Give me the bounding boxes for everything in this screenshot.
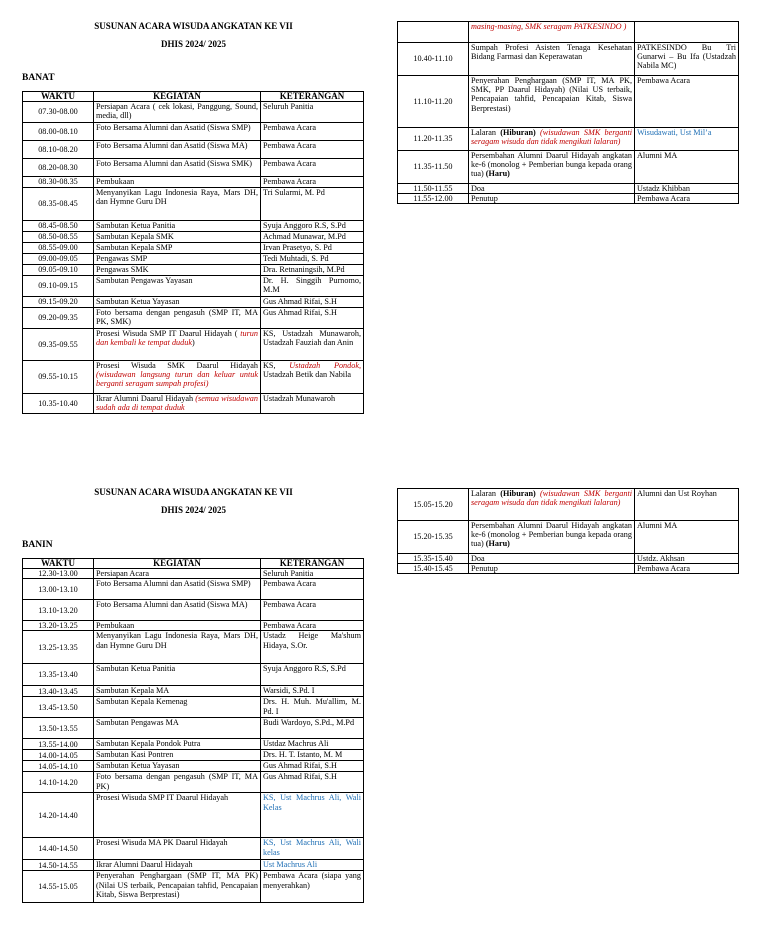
- text-segment: Doa: [471, 554, 485, 563]
- text-segment: Warsidi, S.Pd. I: [263, 686, 315, 696]
- text-segment: Ustadz Khibban: [637, 184, 690, 193]
- table-row: [23, 793, 364, 838]
- note-cell: [261, 600, 364, 621]
- table-header-row: [23, 559, 364, 569]
- activity-cell: [94, 600, 261, 621]
- time-cell: [398, 22, 469, 43]
- time-cell: 08.00-08.10: [23, 123, 94, 141]
- text-segment: Seluruh Panitia: [263, 569, 314, 578]
- table-row: [398, 43, 739, 76]
- activity-cell: [94, 569, 261, 579]
- header-keterangan: KETERANGAN: [261, 92, 364, 102]
- time-cell: 14.50-14.55: [23, 860, 94, 871]
- text-segment: Prosesi Wisuda MA PK Daarul Hidayah: [96, 838, 228, 848]
- text-segment: Doa: [471, 184, 485, 193]
- table-row: [23, 329, 364, 361]
- text-segment: Prosesi Wisuda SMK Daarul Hidayah: [96, 361, 258, 370]
- time-cell: 12.30-13.00: [23, 569, 94, 579]
- text-segment: Foto Bersama Alumni dan Asatid (Siswa SMK): [96, 159, 253, 168]
- note-cell: [261, 177, 364, 188]
- text-segment: Foto Bersama Alumni dan Asatid (Siswa MA): [96, 141, 248, 150]
- activity-cell: [469, 521, 635, 554]
- text-segment: Lalaran: [471, 489, 501, 498]
- text-segment: Pengawas SMK: [96, 265, 149, 274]
- section-label-banat: BANAT: [22, 73, 55, 83]
- text-segment: Gus Ahmad Rifai, S.H: [263, 297, 337, 306]
- activity-cell: [94, 232, 261, 243]
- time-cell: 11.35-11.50: [398, 151, 469, 184]
- table-row: [398, 194, 739, 204]
- schedule-table-banin-right: [397, 488, 739, 574]
- text-segment: Wisudawati, Ust Mil’a: [637, 128, 712, 137]
- time-cell: 14.20-14.40: [23, 793, 94, 838]
- activity-cell: [94, 761, 261, 772]
- time-cell: 10.35-10.40: [23, 394, 94, 414]
- time-cell: 13.10-13.20: [23, 600, 94, 621]
- table-row: [398, 128, 739, 151]
- activity-cell: [94, 394, 261, 414]
- text-segment: Sumpah Profesi Asisten Tenaga Kesehatan Bidang Farmasi dan Keperawatan: [471, 43, 632, 62]
- time-cell: 13.00-13.10: [23, 579, 94, 600]
- text-segment: Irvan Prasetyo, S. Pd: [263, 243, 332, 252]
- text-segment: Pembawa Acara: [263, 123, 316, 132]
- note-cell: [261, 569, 364, 579]
- text-segment: Syuja Anggoro R.S, S.Pd: [263, 664, 346, 674]
- text-segment: Gus Ahmad Rifai, S.H: [263, 308, 337, 317]
- table-row: [23, 141, 364, 159]
- text-segment: PATKESINDO Bu Tri Gunarwi – Bu Ifa (Ustadzah Nabila MC): [637, 43, 736, 71]
- text-segment: Foto bersama dengan pengasuh (SMP IT, MA PK, SMK): [96, 308, 258, 327]
- text-segment: Sambutan Pengawas Yayasan: [96, 276, 193, 285]
- text-segment: Sambutan Kasi Pontren: [96, 750, 174, 760]
- text-segment: Sambutan Pengawas MA: [96, 718, 179, 728]
- doc-title: SUSUNAN ACARA WISUDA ANGKATAN KE VII: [94, 21, 293, 31]
- time-cell: 11.10-11.20: [398, 76, 469, 128]
- text-segment: Prosesi Wisuda SMP IT Daarul Hidayah (: [96, 329, 241, 338]
- text-segment: Menyanyikan Lagu Indonesia Raya, Mars DH, dan Hymne Guru DH: [96, 631, 258, 650]
- text-segment: Sambutan Kepala SMP: [96, 243, 173, 252]
- note-cell: [635, 22, 739, 43]
- table-row: [23, 159, 364, 177]
- table-row: [23, 254, 364, 265]
- table-row: [23, 772, 364, 793]
- table-row: [23, 860, 364, 871]
- text-segment: Pembukaan: [96, 621, 135, 631]
- text-segment: Dra. Retnaningsih, M.Pd: [263, 265, 345, 274]
- doc-title-2: SUSUNAN ACARA WISUDA ANGKATAN KE VII: [94, 487, 293, 497]
- time-cell: 08.45-08.50: [23, 221, 94, 232]
- text-segment: Pembawa Acara: [263, 579, 316, 589]
- text-segment: Persembahan Alumni Daarul Hidayah angkatan ke-6 (monolog + Pemberian bunga kepada orang tua): [471, 151, 632, 179]
- table-row: [23, 221, 364, 232]
- text-segment: Alumni MA: [637, 151, 678, 160]
- text-segment: Budi Wardoyo, S.Pd., M.Pd: [263, 718, 355, 728]
- activity-cell: [94, 308, 261, 329]
- table-row: [23, 361, 364, 394]
- note-cell: [261, 254, 364, 265]
- time-cell: 14.10-14.20: [23, 772, 94, 793]
- schedule-table-banat-right: [397, 21, 739, 204]
- activity-cell: [94, 664, 261, 686]
- note-cell: [635, 564, 739, 574]
- note-cell: [261, 579, 364, 600]
- table-row: [23, 871, 364, 903]
- time-cell: 13.40-13.45: [23, 686, 94, 697]
- text-segment: Pengawas SMP: [96, 254, 148, 263]
- schedule-table-banin-left: [22, 558, 364, 903]
- note-cell: [261, 761, 364, 772]
- text-segment: KS, Ust Machrus Ali, Wali Kelas: [263, 793, 361, 812]
- text-segment: Gus Ahmad Rifai, S.H: [263, 772, 337, 782]
- note-cell: [261, 621, 364, 631]
- text-segment: (semua wisudawan sudah ada di tempat duduk: [96, 394, 258, 413]
- note-cell: [635, 194, 739, 204]
- note-cell: [261, 793, 364, 838]
- text-segment: KS,: [263, 361, 290, 370]
- note-cell: [635, 489, 739, 521]
- text-segment: (Hiburan): [500, 128, 536, 137]
- time-cell: 08.50-08.55: [23, 232, 94, 243]
- note-cell: [261, 838, 364, 860]
- text-segment: Pembawa Acara: [263, 600, 316, 610]
- text-segment: Pembawa Acara: [263, 177, 316, 186]
- text-segment: Alumni dan Ust Royhan: [637, 489, 717, 498]
- time-cell: 10.40-11.10: [398, 43, 469, 76]
- time-cell: 13.20-13.25: [23, 621, 94, 631]
- text-segment: Sambutan Ketua Yayasan: [96, 297, 180, 306]
- activity-cell: [469, 151, 635, 184]
- note-cell: [261, 871, 364, 903]
- text-segment: (Haru): [485, 539, 510, 549]
- text-segment: KS, Ustadzah Munawaroh, Ustadzah Fauziah dan Anin: [263, 329, 361, 348]
- header-keterangan: KETERANGAN: [261, 559, 364, 569]
- header-kegiatan: KEGIATAN: [94, 92, 261, 102]
- table-row: [23, 600, 364, 621]
- text-segment: Drs. H. Muh. Mu'allim, M. Pd. I: [263, 697, 361, 716]
- activity-cell: [469, 564, 635, 574]
- activity-cell: [469, 184, 635, 194]
- time-cell: 14.05-14.10: [23, 761, 94, 772]
- time-cell: 15.20-15.35: [398, 521, 469, 554]
- table-row: [398, 489, 739, 521]
- note-cell: [261, 141, 364, 159]
- activity-cell: [94, 221, 261, 232]
- time-cell: 08.55-09.00: [23, 243, 94, 254]
- note-cell: [261, 631, 364, 664]
- table-row: [23, 308, 364, 329]
- time-cell: 13.55-14.00: [23, 739, 94, 750]
- time-cell: 08.35-08.45: [23, 188, 94, 221]
- text-segment: Persiapan Acara: [96, 569, 149, 578]
- time-cell: 08.10-08.20: [23, 141, 94, 159]
- header-kegiatan: KEGIATAN: [94, 559, 261, 569]
- text-segment: Pembawa Acara (siapa yang menyerahkan): [263, 871, 361, 890]
- text-segment: Lalaran: [471, 128, 501, 137]
- note-cell: [261, 686, 364, 697]
- note-cell: [635, 43, 739, 76]
- text-segment: Pembukaan: [96, 177, 135, 186]
- text-segment: KS, Ust Machrus Ali, Wali kelas: [263, 838, 361, 857]
- text-segment: Drs. H. T. Istanto, M. M: [263, 750, 343, 760]
- header-waktu: WAKTU: [23, 92, 94, 102]
- time-cell: 11.50-11.55: [398, 184, 469, 194]
- note-cell: [261, 102, 364, 123]
- text-segment: Gus Ahmad Rifai, S.H: [263, 761, 337, 771]
- text-segment: Sambutan Kepala MA: [96, 686, 170, 696]
- activity-cell: [94, 141, 261, 159]
- table-row: [23, 177, 364, 188]
- activity-cell: [94, 177, 261, 188]
- time-cell: 14.00-14.05: [23, 750, 94, 761]
- time-cell: 07.30-08.00: [23, 102, 94, 123]
- note-cell: [261, 308, 364, 329]
- text-segment: Pembawa Acara: [263, 159, 316, 168]
- text-segment: Ustadzah Betik dan Nabila: [263, 370, 351, 380]
- table-row: [398, 521, 739, 554]
- activity-cell: [94, 621, 261, 631]
- text-segment: Persiapan Acara ( cek lokasi, Panggung, Sound, media, dll): [96, 102, 258, 121]
- text-segment: Foto bersama dengan pengasuh (SMP IT, MA PK): [96, 772, 258, 791]
- note-cell: [261, 243, 364, 254]
- table-row: [23, 697, 364, 718]
- table-row: [23, 718, 364, 739]
- note-cell: [261, 232, 364, 243]
- note-cell: [261, 265, 364, 276]
- time-cell: 15.35-15.40: [398, 554, 469, 564]
- time-cell: 13.50-13.55: [23, 718, 94, 739]
- table-row: [23, 621, 364, 631]
- text-segment: Sambutan Ketua Panitia: [96, 664, 176, 674]
- text-segment: Sambutan Kepala Pondok Putra: [96, 739, 201, 749]
- note-cell: [635, 76, 739, 128]
- text-segment: Persembahan Alumni Daarul Hidayah angkatan ke-6 (monolog + Pemberian bunga kepada orang tua): [471, 521, 632, 549]
- text-segment: (wisudawan SMK berganti seragam wisuda dan tidak mengikuti lalaran): [471, 128, 632, 147]
- note-cell: [635, 128, 739, 151]
- note-cell: [261, 664, 364, 686]
- note-cell: [261, 697, 364, 718]
- table-row: [23, 232, 364, 243]
- activity-cell: [94, 750, 261, 761]
- table-row: [398, 76, 739, 128]
- table-row: [23, 188, 364, 221]
- note-cell: [261, 297, 364, 308]
- text-segment: Pembawa Acara: [263, 621, 316, 631]
- doc-subtitle: DHIS 2024/ 2025: [160, 39, 226, 49]
- activity-cell: [94, 739, 261, 750]
- activity-cell: [94, 793, 261, 838]
- text-segment: Penutup: [471, 564, 498, 574]
- text-segment: turun dan kembali ke tempat duduk: [96, 329, 258, 348]
- time-cell: 11.55-12.00: [398, 194, 469, 204]
- time-cell: 08.20-08.30: [23, 159, 94, 177]
- time-cell: 15.05-15.20: [398, 489, 469, 521]
- table-row: [398, 151, 739, 184]
- time-cell: 13.25-13.35: [23, 631, 94, 664]
- note-cell: [261, 123, 364, 141]
- doc-subtitle-2: DHIS 2024/ 2025: [160, 505, 226, 515]
- activity-cell: [469, 554, 635, 564]
- activity-cell: [94, 188, 261, 221]
- time-cell: 14.55-15.05: [23, 871, 94, 903]
- table-row: [23, 276, 364, 297]
- activity-cell: [469, 489, 635, 521]
- activity-cell: [94, 579, 261, 600]
- activity-cell: [94, 686, 261, 697]
- time-cell: 13.35-13.40: [23, 664, 94, 686]
- activity-cell: [469, 22, 635, 43]
- note-cell: [261, 394, 364, 414]
- note-cell: [261, 159, 364, 177]
- note-cell: [635, 184, 739, 194]
- activity-cell: [469, 128, 635, 151]
- note-cell: [261, 221, 364, 232]
- time-cell: 09.10-09.15: [23, 276, 94, 297]
- text-segment: Pembawa Acara: [637, 76, 690, 85]
- note-cell: [261, 739, 364, 750]
- text-segment: Ust Machrus Ali: [263, 860, 318, 870]
- activity-cell: [94, 361, 261, 394]
- note-cell: [261, 188, 364, 221]
- schedule-table-banat-left: [22, 91, 364, 414]
- text-segment: Tri Sularmi, M. Pd: [263, 188, 325, 197]
- table-row: [23, 297, 364, 308]
- text-segment: Penyerahan Penghargaan (SMP IT, MA PK, SMK, PP Daarul Hidayah) (Nilai US terbaik, Pencapaian tahfid, Pencapaian Kitab, Siswa Berprestasi): [471, 76, 632, 113]
- note-cell: [261, 361, 364, 394]
- table-row: [398, 554, 739, 564]
- text-segment: (wisudawan langsung turun dan keluar untuk berganti seragam sumpah profesi): [96, 370, 258, 389]
- text-segment: (Haru): [485, 169, 510, 179]
- text-segment: Alumni MA: [637, 521, 678, 530]
- text-segment: Ustadzah Munawaroh: [263, 394, 336, 403]
- table-row: [23, 579, 364, 600]
- activity-cell: [94, 838, 261, 860]
- activity-cell: [469, 43, 635, 76]
- activity-cell: [94, 123, 261, 141]
- table-row: [23, 243, 364, 254]
- activity-cell: [94, 772, 261, 793]
- time-cell: 09.55-10.15: [23, 361, 94, 394]
- text-segment: Syuja Anggoro R.S, S.Pd: [263, 221, 346, 230]
- text-segment: Prosesi Wisuda SMP IT Daarul Hidayah: [96, 793, 229, 803]
- text-segment: Sambutan Ketua Panitia: [96, 221, 176, 230]
- time-cell: 09.20-09.35: [23, 308, 94, 329]
- text-segment: Ikrar Alumni Daarul Hidayah: [96, 860, 193, 870]
- note-cell: [261, 750, 364, 761]
- time-cell: 13.45-13.50: [23, 697, 94, 718]
- note-cell: [635, 554, 739, 564]
- table-row: [23, 761, 364, 772]
- note-cell: [635, 151, 739, 184]
- table-row: [23, 664, 364, 686]
- time-cell: 09.00-09.05: [23, 254, 94, 265]
- text-segment: Ustadzah Pondok,: [289, 361, 361, 370]
- text-segment: masing-masing, SMK seragam PATKESINDO ): [471, 22, 627, 31]
- activity-cell: [469, 76, 635, 128]
- activity-cell: [94, 276, 261, 297]
- table-row: [23, 686, 364, 697]
- text-segment: Foto Bersama Alumni dan Asatid (Siswa MA): [96, 600, 248, 610]
- text-segment: Foto Bersama Alumni dan Asatid (Siswa SMP): [96, 123, 251, 132]
- text-segment: Sambutan Kepala Kemenag: [96, 697, 188, 707]
- text-segment: Pembawa Acara: [637, 564, 690, 574]
- table-row: [23, 631, 364, 664]
- time-cell: 09.35-09.55: [23, 329, 94, 361]
- note-cell: [261, 718, 364, 739]
- table-row: [23, 265, 364, 276]
- text-segment: Ustdz. Akhsan: [637, 554, 685, 563]
- text-segment: (Hiburan): [500, 489, 536, 498]
- text-segment: Penyerahan Penghargaan (SMP IT, MA PK) (Nilai US terbaik, Pencapaian tahfid, Pencapaian Kitab, Siswa Berprestasi): [96, 871, 258, 899]
- text-segment: Tedi Muhtadi, S. Pd: [263, 254, 329, 263]
- time-cell: 15.40-15.45: [398, 564, 469, 574]
- time-cell: 09.15-09.20: [23, 297, 94, 308]
- note-cell: [261, 860, 364, 871]
- table-row: [23, 394, 364, 414]
- activity-cell: [94, 329, 261, 361]
- activity-cell: [94, 871, 261, 903]
- text-segment: Ikrar Alumni Daarul Hidayah: [96, 394, 196, 403]
- table-row: [398, 564, 739, 574]
- activity-cell: [94, 697, 261, 718]
- text-segment: Penutup: [471, 194, 498, 204]
- text-segment: Foto Bersama Alumni dan Asatid (Siswa SMP): [96, 579, 251, 589]
- activity-cell: [94, 102, 261, 123]
- text-segment: Ustadz Heige Ma'shum Hidaya, S.Or.: [263, 631, 361, 650]
- activity-cell: [94, 718, 261, 739]
- activity-cell: [94, 631, 261, 664]
- table-row: [398, 22, 739, 43]
- header-waktu: WAKTU: [23, 559, 94, 569]
- text-segment: Dr. H. Singgih Purnomo, M.M: [263, 276, 361, 295]
- text-segment: Ustdaz Machrus Ali: [263, 739, 329, 749]
- time-cell: 08.30-08.35: [23, 177, 94, 188]
- note-cell: [261, 276, 364, 297]
- table-row: [23, 838, 364, 860]
- time-cell: 11.20-11.35: [398, 128, 469, 151]
- section-label-banin: BANIN: [22, 540, 53, 550]
- time-cell: 09.05-09.10: [23, 265, 94, 276]
- note-cell: [635, 521, 739, 554]
- text-segment: Seluruh Panitia: [263, 102, 314, 111]
- activity-cell: [94, 297, 261, 308]
- text-segment: Menyanyikan Lagu Indonesia Raya, Mars DH, dan Hymne Guru DH: [96, 188, 258, 207]
- activity-cell: [469, 194, 635, 204]
- text-segment: Sambutan Ketua Yayasan: [96, 761, 180, 771]
- activity-cell: [94, 243, 261, 254]
- table-row: [398, 184, 739, 194]
- text-segment: Sambutan Kepala SMK: [96, 232, 174, 241]
- time-cell: 14.40-14.50: [23, 838, 94, 860]
- note-cell: [261, 329, 364, 361]
- note-cell: [261, 772, 364, 793]
- table-row: [23, 123, 364, 141]
- text-segment: (wisudawan SMK berganti seragam wisuda dan tidak mengikuti lalaran): [471, 489, 632, 508]
- table-row: [23, 750, 364, 761]
- activity-cell: [94, 265, 261, 276]
- table-row: [23, 102, 364, 123]
- table-row: [23, 739, 364, 750]
- text-segment: Achmad Munawar, M.Pd: [263, 232, 346, 241]
- table-header-row: [23, 92, 364, 102]
- activity-cell: [94, 254, 261, 265]
- text-segment: ): [191, 338, 195, 348]
- table-row: [23, 569, 364, 579]
- activity-cell: [94, 860, 261, 871]
- text-segment: Pembawa Acara: [263, 141, 316, 150]
- activity-cell: [94, 159, 261, 177]
- text-segment: Pembawa Acara: [637, 194, 690, 204]
